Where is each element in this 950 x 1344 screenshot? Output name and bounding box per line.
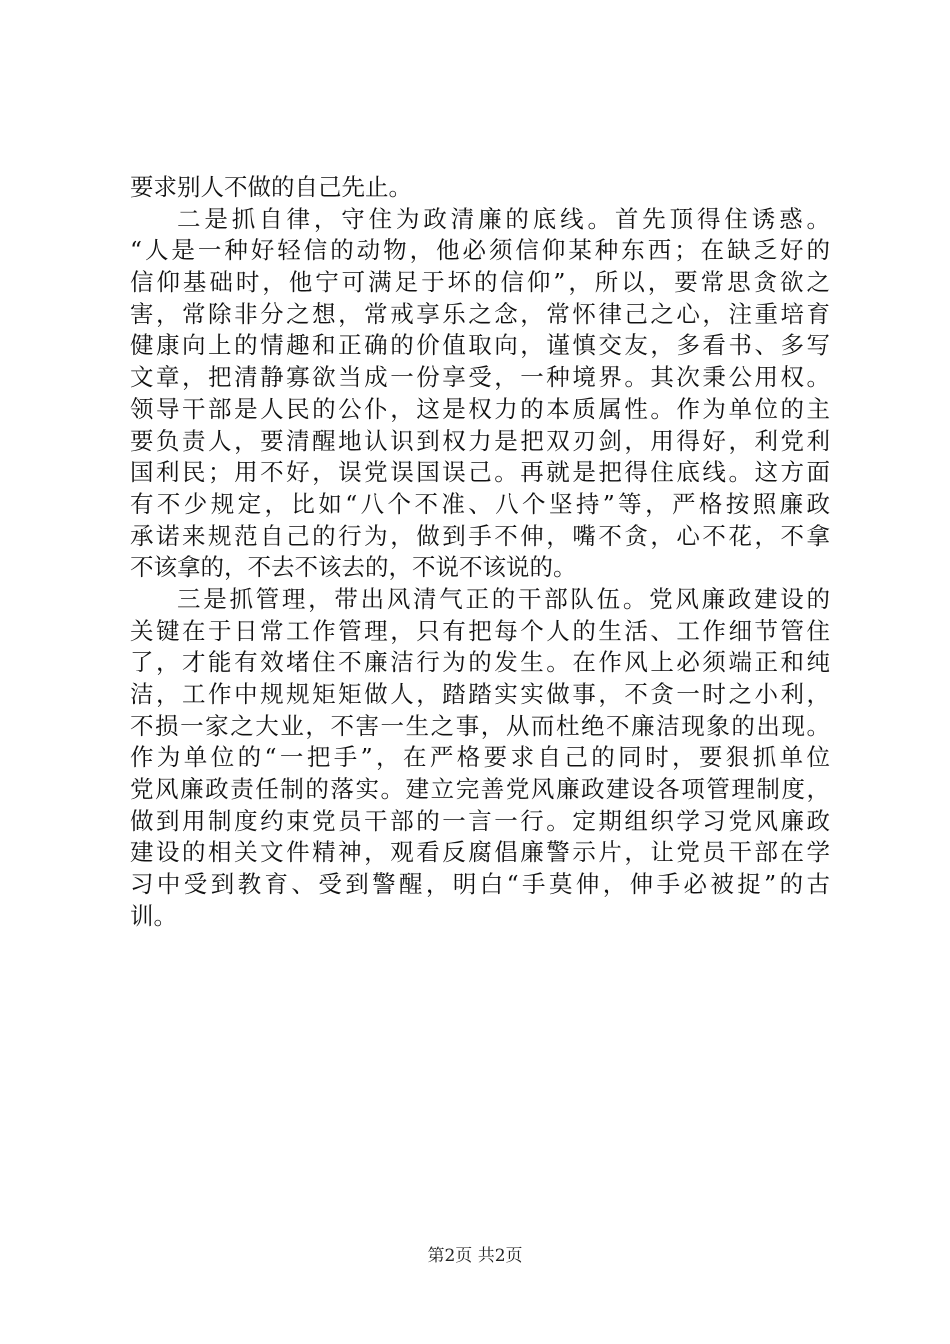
- text-line: 洁，工作中规规矩矩做人，踏踏实实做事，不贪一时之小利，: [130, 680, 830, 708]
- text-line: 关键在于日常工作管理，只有把每个人的生活、工作细节管住: [130, 616, 830, 645]
- text-line: 承诺来规范自己的行为，做到手不伸，嘴不贪，心不花，不拿: [130, 521, 830, 550]
- text-line: 做到用制度约束党员干部的一言一行。定期组织学习党风廉政: [130, 806, 830, 835]
- text-line: 有不少规定，比如“八个不准、八个坚持”等，严格按照廉政: [130, 489, 830, 518]
- text-line: 训。: [130, 901, 177, 930]
- text-line: 害，常除非分之想，常戒享乐之念，常怀律己之心，注重培育: [130, 299, 830, 328]
- text-line: 文章，把清静寡欲当成一份享受，一种境界。其次秉公用权。: [130, 363, 830, 392]
- text-line: 要负责人，要清醒地认识到权力是把双刃剑，用得好，利党利: [130, 426, 830, 455]
- text-line: 国利民；用不好，误党误国误己。再就是把得住底线。这方面: [130, 458, 830, 487]
- text-line: 了，才能有效堵住不廉洁行为的发生。在作风上必须端正和纯: [130, 648, 830, 677]
- text-line: 信仰基础时，他宁可满足于坏的信仰”，所以，要常思贪欲之: [130, 268, 830, 297]
- document-body: [130, 172, 830, 933]
- page-footer: 第2页 共2页: [427, 1246, 523, 1266]
- text-line: 党风廉政责任制的落实。建立完善党风廉政建设各项管理制度，: [130, 775, 830, 804]
- text-line: 二是抓自律，守住为政清廉的底线。首先顶得住诱惑。: [177, 204, 830, 233]
- text-line: 不该拿的，不去不该去的，不说不该说的。: [130, 553, 577, 582]
- text-line: 作为单位的“一把手”，在严格要求自己的同时，要狠抓单位: [130, 743, 830, 772]
- text-line: 建设的相关文件精神，观看反腐倡廉警示片，让党员干部在学: [130, 838, 830, 867]
- text-line: 健康向上的情趣和正确的价值取向，谨慎交友，多看书、多写: [130, 331, 830, 360]
- text-line: “人是一种好轻信的动物，他必须信仰某种东西；在缺乏好的: [130, 236, 830, 265]
- text-line: 习中受到教育、受到警醒，明白“手莫伸，伸手必被捉”的古: [130, 870, 830, 899]
- text-line: 不损一家之大业，不害一生之事，从而杜绝不廉洁现象的出现。: [130, 711, 830, 740]
- text-line: 领导干部是人民的公仆，这是权力的本质属性。作为单位的主: [130, 394, 830, 423]
- text-line: 三是抓管理，带出风清气正的干部队伍。党风廉政建设的: [177, 584, 830, 613]
- text-line: 要求别人不做的自己先止。: [130, 173, 412, 201]
